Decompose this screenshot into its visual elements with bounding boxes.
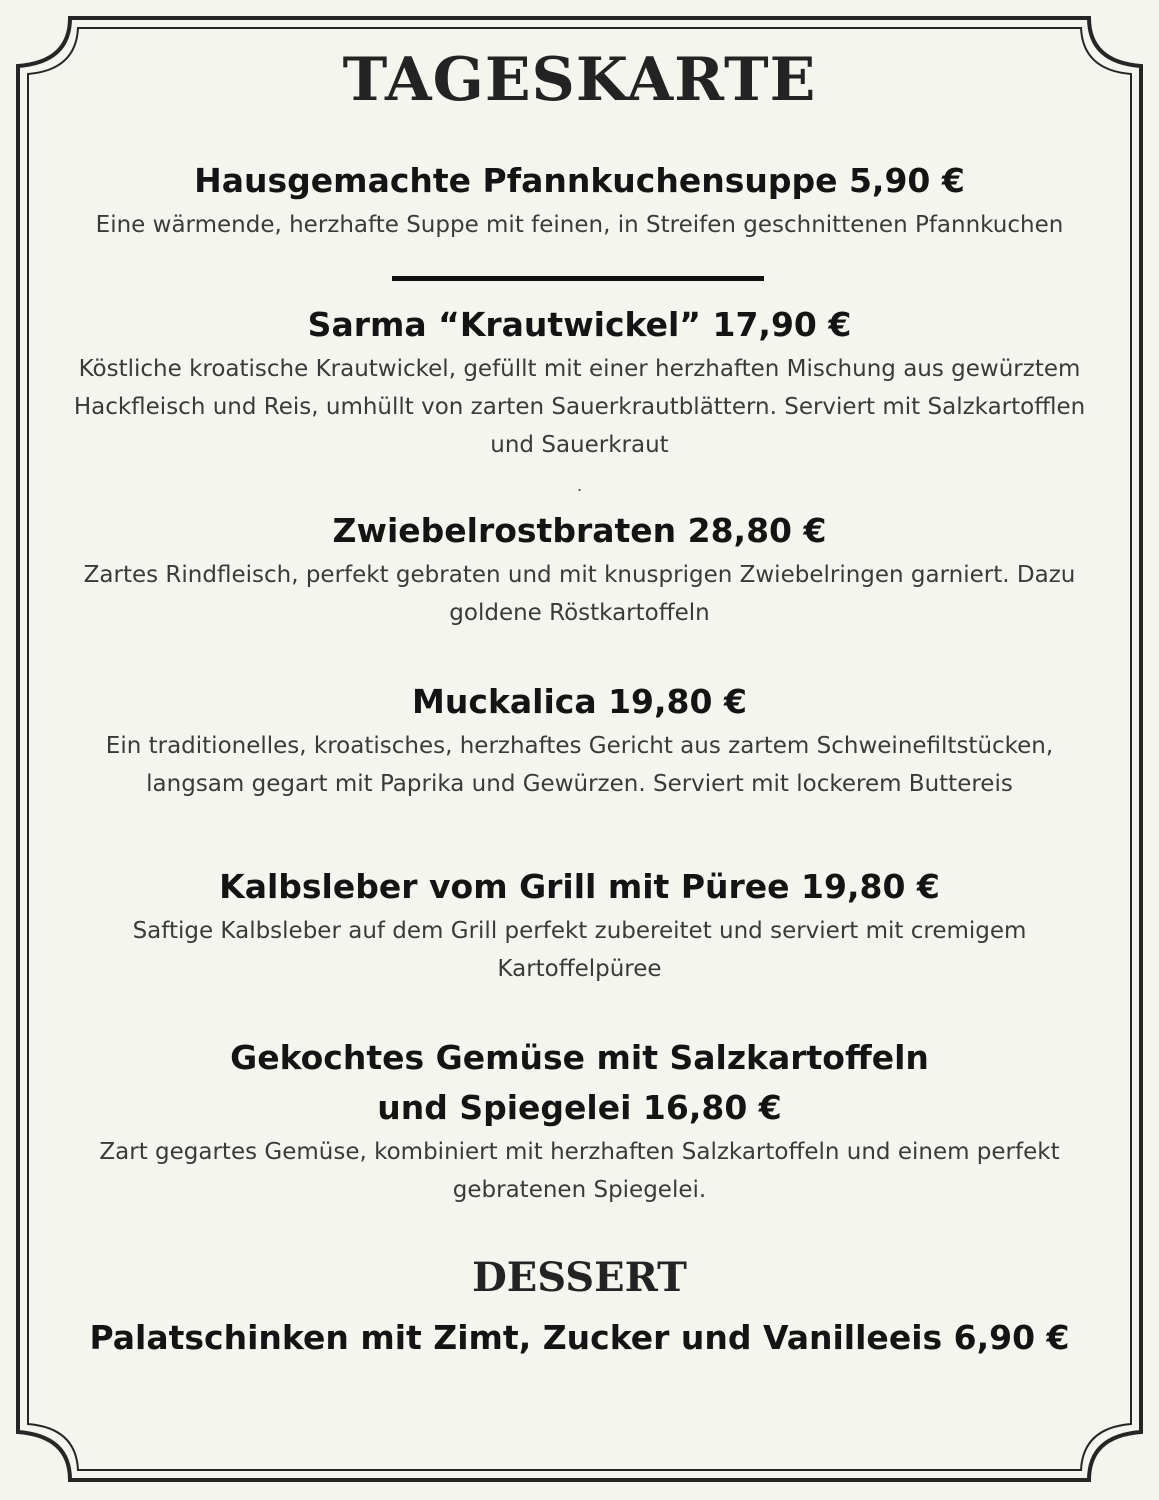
menu-item-description: Eine wärmende, herzhafte Suppe mit feinen, in Streifen geschnittenen Pfannkuchen [95, 212, 1064, 238]
menu-item-name: Zwiebelrostbraten 28,80 € [332, 511, 827, 550]
menu-item-name: Kalbsleber vom Grill mit Püree 19,80 € [219, 867, 940, 906]
menu-item-description: Köstliche kroatische Krautwickel, gefüllt mit einer herzhaften Mischung aus gewürztem Hackfleisch und Reis, umhüllt von zarten Sauerkrautblättern. Serviert mit Salzkartofflen und Sauerkraut [73, 356, 1086, 458]
dessert-heading: DESSERT [472, 1254, 687, 1301]
menu-item-kalbsleber [40, 862, 1119, 988]
menu-item-muckalica [40, 677, 1119, 803]
menu-item-name: Hausgemachte Pfannkuchensuppe 5,90 € [194, 161, 965, 200]
menu-item-sarma [40, 300, 1119, 464]
menu-item-name-line1: Gekochtes Gemüse mit Salzkartoffeln [230, 1038, 929, 1077]
menu-item-description: Ein traditionelles, kroatisches, herzhaftes Gericht aus zartem Schweinefiltstücken, langsam gegart mit Paprika und Gewürzen. Serviert mit lockerem Buttereis [105, 733, 1054, 797]
menu-item-pfannkuchensuppe [40, 156, 1119, 244]
dessert-item: Palatschinken mit Zimt, Zucker und Vanilleeis 6,90 € [89, 1318, 1070, 1357]
page-title: TAGESKARTE [342, 45, 817, 115]
menu-item-description: Zartes Rindfleisch, perfekt gebraten und mit knusprigen Zwiebelringen garniert. Dazu goldene Röstkartoffeln [83, 562, 1076, 626]
separator-dot: . [576, 476, 583, 495]
menu-item-gekochtes-gemuese [40, 1033, 1119, 1209]
menu-item-name-line2: und Spiegelei 16,80 € [377, 1088, 782, 1127]
section-divider [392, 276, 764, 281]
menu-item-name: Sarma “Krautwickel” 17,90 € [307, 305, 852, 344]
menu-item-zwiebelrostbraten [40, 506, 1119, 632]
menu-item-name: Muckalica 19,80 € [412, 682, 747, 721]
menu-item-description: Saftige Kalbsleber auf dem Grill perfekt zubereitet und serviert mit cremigem Kartoffelpüree [132, 918, 1027, 982]
menu-item-description: Zart gegartes Gemüse, kombiniert mit herzhaften Salzkartoffeln und einem perfekt gebratenen Spiegelei. [99, 1139, 1060, 1203]
